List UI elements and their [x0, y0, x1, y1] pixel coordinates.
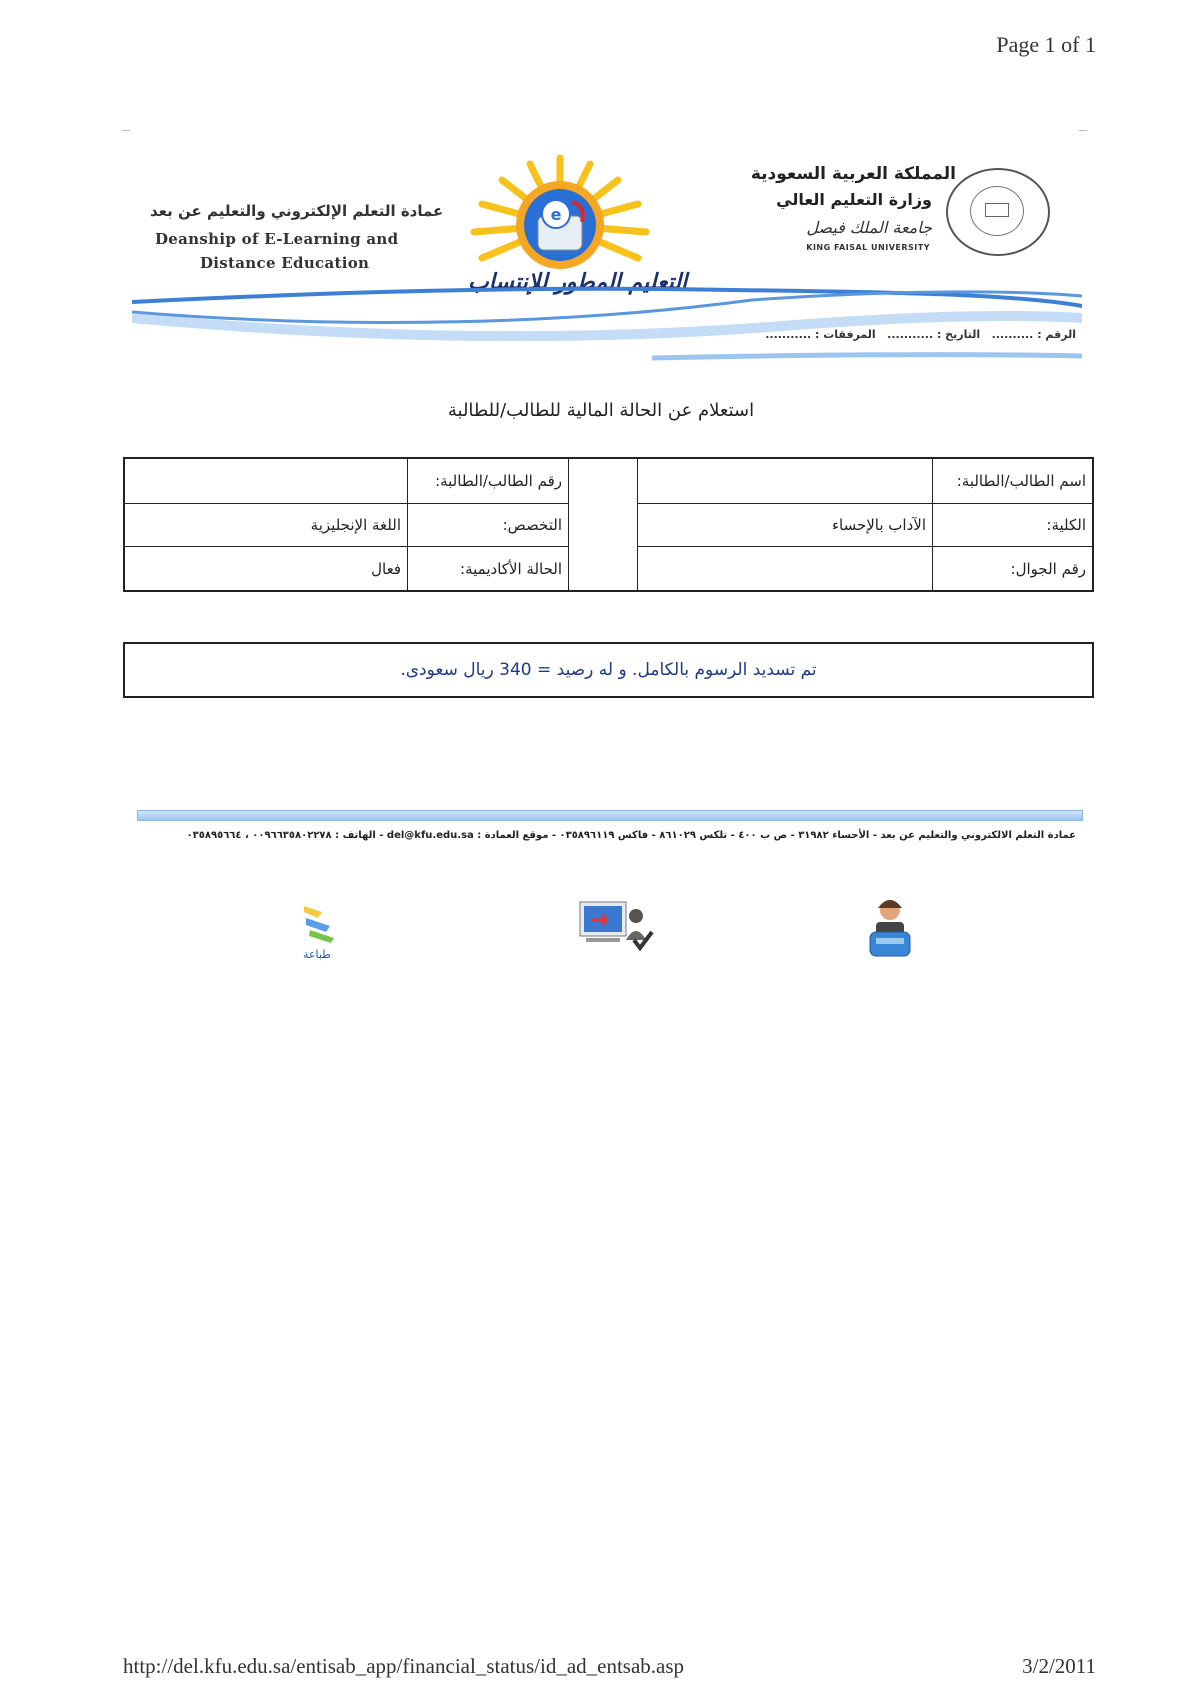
table-divider: [568, 459, 569, 590]
academic-status-label: الحالة الأكاديمية:: [460, 559, 562, 578]
university-name-en: KING FAISAL UNIVERSITY: [806, 243, 930, 252]
student-id-value: [125, 459, 407, 503]
computer-user-icon[interactable]: [578, 896, 658, 958]
student-info-table: [123, 457, 1094, 592]
ministry-name: وزارة التعليم العالي: [776, 190, 932, 209]
deanship-name-ar: عمادة التعلم الإلكتروني والتعليم عن بعد: [150, 202, 444, 220]
print-label[interactable]: طباعة: [303, 948, 331, 961]
student-id-label: رقم الطالب/الطالبة:: [435, 472, 562, 490]
footer-bar: [137, 810, 1083, 821]
financial-status-message: تم تسديد الرسوم بالكامل. و له رصيد = 340 ريال سعودى.: [400, 660, 817, 680]
academic-status-value: فعال: [371, 559, 401, 578]
print-date: 3/2/2011: [1022, 1654, 1096, 1678]
college-label: الكلية:: [1046, 516, 1086, 534]
corner-mark: [1079, 130, 1087, 131]
logo-slogan: التعليم المطور للإنتساب: [468, 270, 688, 295]
university-name-ar: جامعة الملك فيصل: [806, 218, 932, 237]
svg-text:e: e: [550, 205, 562, 224]
financial-status-box: [123, 642, 1094, 698]
page-title: استعلام عن الحالة المالية للطالب/للطالبة: [447, 400, 755, 421]
seal-emblem: [985, 203, 1009, 217]
kingdom-name: المملكة العربية السعودية: [750, 164, 956, 184]
university-seal: [946, 168, 1050, 256]
mobile-label: رقم الجوال:: [1010, 559, 1086, 578]
page-url: http://del.kfu.edu.sa/entisab_app/financial_status/id_ad_entsab.asp: [123, 1654, 685, 1678]
reference-line: الرقم : .......... التاريخ : ........... المرفقات : ...........: [765, 328, 1076, 341]
corner-mark: [122, 130, 130, 131]
student-name-label: اسم الطالب/الطالبة:: [956, 472, 1086, 490]
deanship-name-en-line2: Distance Education: [200, 254, 370, 272]
student-name-value: [638, 459, 932, 503]
e-learning-logo: [440, 150, 670, 290]
page-number: Page 1 of 1: [996, 32, 1096, 57]
college-value: الآداب بالإحساء: [831, 516, 926, 534]
print-icon[interactable]: [300, 900, 344, 946]
major-value: اللغة الإنجليزية: [310, 516, 401, 534]
header-wave: [132, 284, 1082, 364]
user-support-icon[interactable]: [862, 896, 918, 958]
footer-address: عمادة التعلم الالكتروني والتعليم عن بعد - الأحساء ٣١٩٨٢ - ص ب ٤٠٠ - تلكس ٨٦١٠٢٩ - فاكس ٠٣٥٨٩٦١١٩ - موقع العمادة : del@kfu.edu.sa - الهاتف : ٠٠٩٦٦٣٥٨٠٢٢٧٨ ، ٠٣٥٨٩٥٦٦٤: [186, 830, 1076, 841]
mobile-value: [638, 547, 932, 590]
deanship-name-en-line1: Deanship of E-Learning and: [155, 230, 399, 248]
major-label: التخصص:: [502, 516, 562, 534]
